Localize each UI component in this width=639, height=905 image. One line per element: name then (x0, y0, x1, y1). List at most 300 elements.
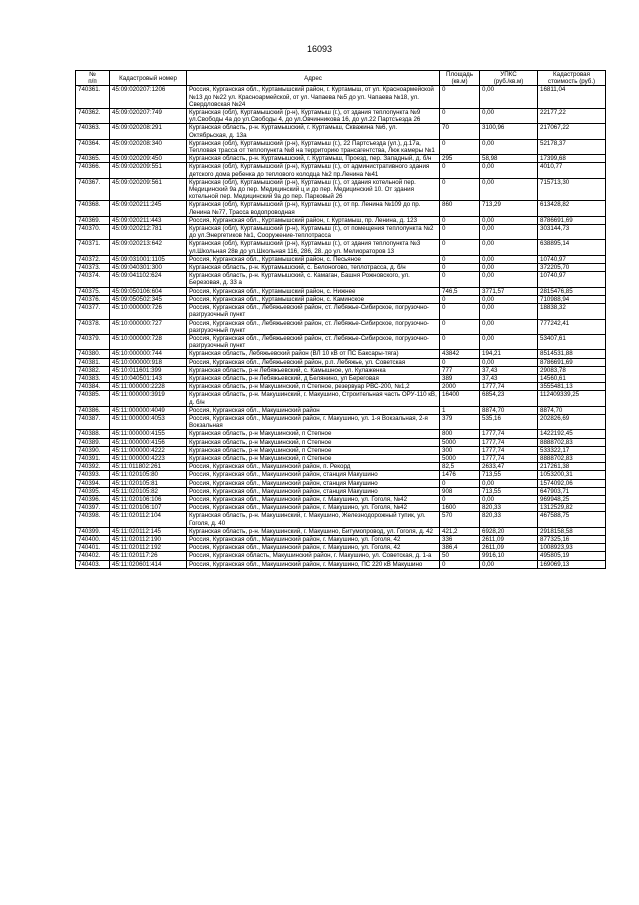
upks-cell: 9916,10 (480, 552, 538, 560)
row-number-cell: 740377. (76, 304, 110, 319)
cadastral-number-cell: 45:11:000000:3919 (110, 391, 187, 406)
address-cell: Россия, Курганская обл., Макушинский район, г. Макушино, ул. Гоголя, №42 (187, 495, 440, 503)
cadastral-number-cell: 45:11:020112:145 (110, 527, 187, 535)
upks-cell: 0,00 (480, 272, 538, 287)
area-cell: 777 (440, 366, 480, 374)
address-cell: Россия, Курганская обл., Куртамышский район, с. Каминское (187, 295, 440, 303)
cadastral-cost-cell: 1312529,82 (538, 504, 606, 512)
table-row (76, 272, 606, 287)
cadastral-number-cell: 45:11:000000:4053 (110, 414, 187, 429)
table-row (76, 552, 606, 560)
cadastral-cost-cell: 1422192,45 (538, 430, 606, 438)
row-number-cell: 740373. (76, 264, 110, 272)
cadastral-cost-cell: 169069,13 (538, 560, 606, 568)
upks-cell: 0,00 (480, 139, 538, 154)
cadastral-value-table (75, 70, 606, 569)
row-number-cell: 740363. (76, 124, 110, 139)
cadastral-cost-cell: 877325,16 (538, 535, 606, 543)
header-area-label: Площадь (кв.м) (446, 71, 473, 86)
cadastral-number-cell: 45:11:020105:82 (110, 487, 187, 495)
address-cell: Россия, Курганская обл., Макушинский район, г. Макушино, ул. 1-я Вокзальная, 2-я Вокзальная (187, 414, 440, 429)
area-cell: 16400 (440, 391, 480, 406)
row-number-cell: 740366. (76, 163, 110, 178)
address-cell: Россия, Курганская обл., Лебяжьевский район, ст. Лебяжье-Сибирское, погрузочно-разгрузочный пункт (187, 319, 440, 334)
row-number-cell: 740401. (76, 544, 110, 552)
area-cell: 0 (440, 178, 480, 201)
cadastral-cost-cell: 8514531,88 (538, 350, 606, 358)
address-cell: Россия, Курганская обл., Макушинский район, г. Макушино, ул. Гоголя, №42 (187, 504, 440, 512)
row-number-cell: 740397. (76, 504, 110, 512)
table-row (76, 487, 606, 495)
cadastral-cost-cell: 8888702,83 (538, 438, 606, 446)
table-row (76, 504, 606, 512)
header-cadastral-cost-label: Кадастровая стоимость (руб.) (547, 71, 596, 86)
cadastral-number-cell: 45:09:020211:245 (110, 201, 187, 216)
cadastral-cost-cell: 16811,04 (538, 86, 606, 109)
row-number-cell: 740374. (76, 272, 110, 287)
upks-cell: 2611,09 (480, 535, 538, 543)
cadastral-cost-cell: 202826,69 (538, 414, 606, 429)
page-number: 16093 (306, 44, 333, 54)
address-cell: Курганская область, р-н. Макушинский, г. Макушино, Битумопровод, ул. Гоголя, д. 42 (187, 527, 440, 535)
table-row (76, 358, 606, 366)
address-cell: Курганская (обл), Куртамышский (р-н), Куртамыш (г.), от здания теплопункта №3 ул.Школьная 28в до ул.Школьная 116, 286, 28. до ул. Мелиораторов 13 (187, 240, 440, 255)
upks-cell: 713,29 (480, 201, 538, 216)
table-row (76, 287, 606, 295)
cadastral-number-cell: 45:09:050106:604 (110, 287, 187, 295)
upks-cell: 0,00 (480, 358, 538, 366)
cadastral-number-cell: 45:09:020209:551 (110, 163, 187, 178)
cadastral-cost-cell: 1574092,06 (538, 479, 606, 487)
row-number-cell: 740372. (76, 255, 110, 263)
cadastral-number-cell: 45:10:000000:727 (110, 319, 187, 334)
row-number-cell: 740389. (76, 438, 110, 446)
area-cell: 860 (440, 201, 480, 216)
table-row (76, 178, 606, 201)
area-cell: 746,5 (440, 287, 480, 295)
cadastral-cost-cell: 2918158,58 (538, 527, 606, 535)
address-cell: Россия, Курганская обл., Макушинский район (187, 406, 440, 414)
address-cell: Россия, Курганская обл., Куртамышский район, с. Песьяное (187, 255, 440, 263)
table-row (76, 446, 606, 454)
area-cell: 0 (440, 319, 480, 334)
address-cell: Россия, Курганская обл., Куртамышский район, г. Куртамыш, от ул. Красноармейской №13 до №22 ул. Красноармейской, от ул. Чапаева №5 до ул. Чапаева №18, ул. Свердловская №24 (187, 86, 440, 109)
area-cell: 0 (440, 272, 480, 287)
address-cell: Россия, Курганская обл., Лебяжьевский район, ст. Лебяжье-Сибирское, погрузочно-разгрузочный пункт (187, 334, 440, 349)
address-cell: Курганская (обл), Куртамышский (р-н), Куртамыш (г.), от помещения теплопункта №2 до ул.Энергетиков №1, Сооружение-теплотрасса (187, 225, 440, 240)
cadastral-cost-cell: 8786691,69 (538, 358, 606, 366)
area-cell: 421,2 (440, 527, 480, 535)
area-cell: 0 (440, 240, 480, 255)
upks-cell: 37,43 (480, 374, 538, 382)
upks-cell: 1777,74 (480, 438, 538, 446)
address-cell: Курганская область, р-н. Куртамышский, г. Куртамыш, Проезд, пер. Западный, д. б/н (187, 155, 440, 163)
table-row (76, 463, 606, 471)
cadastral-cost-cell: 495805,19 (538, 552, 606, 560)
upks-cell: 713,55 (480, 487, 538, 495)
table-row (76, 479, 606, 487)
cadastral-cost-cell: 2815476,85 (538, 287, 606, 295)
area-cell: 1 (440, 406, 480, 414)
cadastral-cost-cell: 8874,70 (538, 406, 606, 414)
area-cell: 2000 (440, 383, 480, 391)
row-number-cell: 740378. (76, 319, 110, 334)
cadastral-cost-cell: 22177,22 (538, 109, 606, 124)
cadastral-number-cell: 45:09:020209:450 (110, 155, 187, 163)
area-cell: 82,5 (440, 463, 480, 471)
address-cell: Курганская область, р-н. Куртамышский, с. Белоногово, теплотрасса, д. б/н (187, 264, 440, 272)
address-cell: Курганская область, р-н Лебяжьевский, д Белянино, ул Береговая (187, 374, 440, 382)
cadastral-cost-cell: 10740,97 (538, 255, 606, 263)
table-row (76, 535, 606, 543)
upks-cell: 3771,57 (480, 287, 538, 295)
cadastral-number-cell: 45:10:040501:143 (110, 374, 187, 382)
cadastral-number-cell: 45:11:020106:106 (110, 495, 187, 503)
cadastral-cost-cell: 217261,38 (538, 463, 606, 471)
address-cell: Курганская (обл), Куртамышский (р-н), Куртамыш (г.), от здания котельной пер. Медицинский 9а до пер. Медицинский ц и до пер. Медицинский 10. От здания котельной пер. Медицинский 9а до пер. Парковый 26 (187, 178, 440, 201)
header-upks (480, 71, 538, 86)
cadastral-number-cell: 45:10:000000:918 (110, 358, 187, 366)
area-cell: 336 (440, 535, 480, 543)
table-row (76, 201, 606, 216)
table-row (76, 406, 606, 414)
table-row (76, 163, 606, 178)
area-cell: 0 (440, 86, 480, 109)
cadastral-number-cell: 45:09:020212:781 (110, 225, 187, 240)
row-number-cell: 740396. (76, 495, 110, 503)
header-address-label: Адрес (304, 74, 322, 82)
address-cell: Россия, Курганская обл., Куртамышский район, с. Нижнее (187, 287, 440, 295)
table-row (76, 512, 606, 527)
upks-cell: 0,00 (480, 109, 538, 124)
address-cell: Россия, Курганская обл., Макушинский район, г. Макушино, ПС 220 кВ Макушино (187, 560, 440, 568)
table-row (76, 366, 606, 374)
upks-cell: 194,21 (480, 350, 538, 358)
table-row (76, 216, 606, 224)
area-cell: 908 (440, 487, 480, 495)
upks-cell: 0,00 (480, 86, 538, 109)
area-cell: 1600 (440, 504, 480, 512)
cadastral-number-cell: 45:11:020601:414 (110, 560, 187, 568)
cadastral-cost-cell: 18838,32 (538, 304, 606, 319)
cadastral-number-cell: 45:09:020211:443 (110, 216, 187, 224)
row-number-cell: 740362. (76, 109, 110, 124)
table-row (76, 319, 606, 334)
table-row (76, 374, 606, 382)
table-row (76, 544, 606, 552)
cadastral-number-cell: 45:11:020112:192 (110, 544, 187, 552)
row-number-cell: 740370. (76, 225, 110, 240)
upks-cell: 0,00 (480, 479, 538, 487)
cadastral-number-cell: 45:10:000000:726 (110, 304, 187, 319)
cadastral-cost-cell: 372205,70 (538, 264, 606, 272)
cadastral-cost-cell: 217067,22 (538, 124, 606, 139)
cadastral-cost-cell: 969948,25 (538, 495, 606, 503)
address-cell: Курганская область, р-н. Куртамышский, г. Куртамыш, Скважина №6, ул. Октябрьская, д. 13а (187, 124, 440, 139)
area-cell: 0 (440, 334, 480, 349)
upks-cell: 0,00 (480, 334, 538, 349)
table-row (76, 225, 606, 240)
header-row-number (76, 71, 110, 86)
row-number-cell: 740380. (76, 350, 110, 358)
cadastral-cost-cell: 715713,30 (538, 178, 606, 201)
cadastral-number-cell: 45:11:000000:2228 (110, 383, 187, 391)
row-number-cell: 740393. (76, 471, 110, 479)
upks-cell: 8874,70 (480, 406, 538, 414)
upks-cell: 820,33 (480, 512, 538, 527)
cadastral-number-cell: 45:09:050502:345 (110, 295, 187, 303)
row-number-cell: 740384. (76, 383, 110, 391)
upks-cell: 1777,74 (480, 446, 538, 454)
upks-cell: 0,00 (480, 255, 538, 263)
row-number-cell: 740403. (76, 560, 110, 568)
address-cell: Курганская (обл), Куртамышский (р-н), Куртамыш (г.), от административного здания детского дома ребенка до теплового колодца №2 пр.Ленина №41 (187, 163, 440, 178)
cadastral-number-cell: 45:09:020207:1206 (110, 86, 187, 109)
area-cell: 570 (440, 512, 480, 527)
table-row (76, 560, 606, 568)
upks-cell: 6854,23 (480, 391, 538, 406)
row-number-cell: 740375. (76, 287, 110, 295)
upks-cell: 37,43 (480, 366, 538, 374)
area-cell: 0 (440, 304, 480, 319)
cadastral-number-cell: 45:11:020112:104 (110, 512, 187, 527)
cadastral-cost-cell: 613428,82 (538, 201, 606, 216)
cadastral-number-cell: 45:11:020105:81 (110, 479, 187, 487)
area-cell: 0 (440, 358, 480, 366)
upks-cell: 0,00 (480, 560, 538, 568)
cadastral-number-cell: 45:11:020106:107 (110, 504, 187, 512)
row-number-cell: 740376. (76, 295, 110, 303)
cadastral-number-cell: 45:09:020208:291 (110, 124, 187, 139)
row-number-cell: 740398. (76, 512, 110, 527)
area-cell: 0 (440, 479, 480, 487)
area-cell: 5000 (440, 438, 480, 446)
cadastral-cost-cell: 112409339,25 (538, 391, 606, 406)
header-cadastral-number (110, 71, 187, 86)
upks-cell: 1777,74 (480, 430, 538, 438)
row-number-cell: 740391. (76, 454, 110, 462)
cadastral-cost-cell: 467588,75 (538, 512, 606, 527)
upks-cell: 820,33 (480, 504, 538, 512)
area-cell: 0 (440, 264, 480, 272)
upks-cell: 0,00 (480, 240, 538, 255)
row-number-cell: 740381. (76, 358, 110, 366)
cadastral-number-cell: 45:09:020208:340 (110, 139, 187, 154)
upks-cell: 0,00 (480, 178, 538, 201)
address-cell: Россия, Курганская обл., Макушинский район, г. Макушино, ул. Гоголя, 42 (187, 535, 440, 543)
cadastral-number-cell: 45:11:000000:4223 (110, 454, 187, 462)
upks-cell: 0,00 (480, 264, 538, 272)
cadastral-number-cell: 45:09:020213:642 (110, 240, 187, 255)
row-number-cell: 740365. (76, 155, 110, 163)
cadastral-cost-cell: 3555481,13 (538, 383, 606, 391)
header-area (440, 71, 480, 86)
row-number-cell: 740367. (76, 178, 110, 201)
upks-cell: 58,98 (480, 155, 538, 163)
cadastral-number-cell: 45:09:031001:1105 (110, 255, 187, 263)
row-number-cell: 740361. (76, 86, 110, 109)
header-row-number-label: № п/п (88, 71, 97, 86)
address-cell: Россия, Курганская область, Макушинский район, г. Макушино, ул. Советская, д. 1-а (187, 552, 440, 560)
row-number-cell: 740402. (76, 552, 110, 560)
address-cell: Курганская (обл), Куртамышский (р-н), Куртамыш (г.), 22 Партсъезда (ул.), д.17а, Тепловая трасса от теплопункта №8 на территорию трансагентства, Люк камеры №1 (187, 139, 440, 154)
row-number-cell: 740385. (76, 391, 110, 406)
cadastral-number-cell: 45:11:020117:26 (110, 552, 187, 560)
area-cell: 386,4 (440, 544, 480, 552)
upks-cell: 2611,09 (480, 544, 538, 552)
table-row (76, 255, 606, 263)
area-cell: 0 (440, 255, 480, 263)
row-number-cell: 740390. (76, 446, 110, 454)
row-number-cell: 740399. (76, 527, 110, 535)
address-cell: Курганская область, р-н. Макушинский, г. Макушино, Строительная часть ОРУ-110 кВ, д. б/н (187, 391, 440, 406)
upks-cell: 0,00 (480, 319, 538, 334)
cadastral-number-cell: 45:11:020112:190 (110, 535, 187, 543)
address-cell: Курганская область, р-н Макушинский, п Степное (187, 446, 440, 454)
table-row (76, 438, 606, 446)
cadastral-cost-cell: 17399,68 (538, 155, 606, 163)
upks-cell: 0,00 (480, 163, 538, 178)
row-number-cell: 740392. (76, 463, 110, 471)
row-number-cell: 740369. (76, 216, 110, 224)
cadastral-cost-cell: 638895,14 (538, 240, 606, 255)
row-number-cell: 740368. (76, 201, 110, 216)
address-cell: Курганская область, р-н Макушинский, п Степное (187, 430, 440, 438)
upks-cell: 713,55 (480, 471, 538, 479)
table-row (76, 527, 606, 535)
table-row (76, 304, 606, 319)
area-cell: 295 (440, 155, 480, 163)
cadastral-number-cell: 45:09:041102:624 (110, 272, 187, 287)
cadastral-cost-cell: 4010,77 (538, 163, 606, 178)
table-row (76, 139, 606, 154)
cadastral-number-cell: 45:11:011802:261 (110, 463, 187, 471)
table-header-row (76, 71, 606, 86)
upks-cell: 1777,74 (480, 454, 538, 462)
table-row (76, 430, 606, 438)
cadastral-cost-cell: 8786691,69 (538, 216, 606, 224)
table-row (76, 495, 606, 503)
row-number-cell: 740382. (76, 366, 110, 374)
cadastral-cost-cell: 1008923,93 (538, 544, 606, 552)
address-cell: Курганская (обл), Куртамышский (р-н), Куртамыш (г.), от здания теплопункта №9 ул.Свободы 4а до ул.Свободы 4, до ул.Овчинникова 16, до ул.22 Партсъезда 26 (187, 109, 440, 124)
cadastral-cost-cell: 533322,17 (538, 446, 606, 454)
table-row (76, 240, 606, 255)
address-cell: Россия, Курганская обл., Лебяжьевский район, р.п. Лебяжье, ул. Советская (187, 358, 440, 366)
area-cell: 0 (440, 225, 480, 240)
cadastral-number-cell: 45:11:000000:4222 (110, 446, 187, 454)
row-number-cell: 740379. (76, 334, 110, 349)
address-cell: Курганская область, р-н. Макушинский, г. Макушино, Железнодорожный тупик, ул. Гоголя, д. 40 (187, 512, 440, 527)
address-cell: Россия, Курганская обл., Макушинский район, г. Макушино, ул. Гоголя, 42 (187, 544, 440, 552)
upks-cell: 1777,74 (480, 383, 538, 391)
cadastral-cost-cell: 8888702,83 (538, 454, 606, 462)
row-number-cell: 740395. (76, 487, 110, 495)
address-cell: Россия, Курганская обл., Лебяжьевский район, ст. Лебяжье-Сибирское, погрузочно-разгрузочный пункт (187, 304, 440, 319)
cadastral-number-cell: 45:10:000000:744 (110, 350, 187, 358)
upks-cell: 0,00 (480, 304, 538, 319)
address-cell: Курганская область, р-н Макушинский, п Степное (187, 438, 440, 446)
cadastral-number-cell: 45:11:000000:4156 (110, 438, 187, 446)
table-row (76, 471, 606, 479)
area-cell: 50 (440, 552, 480, 560)
table-row (76, 391, 606, 406)
area-cell: 43842 (440, 350, 480, 358)
cadastral-cost-cell: 1053200,31 (538, 471, 606, 479)
area-cell: 0 (440, 495, 480, 503)
table-row (76, 155, 606, 163)
table-row (76, 264, 606, 272)
address-cell: Курганская область, р-н Лебяжьевский, с. Камышное, ул. Кулаженка (187, 366, 440, 374)
cadastral-cost-cell: 14560,61 (538, 374, 606, 382)
area-cell: 0 (440, 163, 480, 178)
area-cell: 0 (440, 295, 480, 303)
cadastral-number-cell: 45:11:000000:4049 (110, 406, 187, 414)
cadastral-cost-cell: 303144,73 (538, 225, 606, 240)
table-row (76, 295, 606, 303)
table-row (76, 454, 606, 462)
cadastral-number-cell: 45:10:011601:399 (110, 366, 187, 374)
area-cell: 300 (440, 446, 480, 454)
address-cell: Россия, Курганская обл., Макушинский район, станция Макушино (187, 471, 440, 479)
upks-cell: 0,00 (480, 495, 538, 503)
row-number-cell: 740388. (76, 430, 110, 438)
row-number-cell: 740383. (76, 374, 110, 382)
address-cell: Курганская область, р-н Макушинский, п Степное (187, 454, 440, 462)
address-cell: Курганская область, Лебяжьевский район (ВЛ 10 кВ от ПС Баксары-тяга) (187, 350, 440, 358)
row-number-cell: 740400. (76, 535, 110, 543)
area-cell: 1476 (440, 471, 480, 479)
upks-cell: 0,00 (480, 216, 538, 224)
area-cell: 389 (440, 374, 480, 382)
table-row (76, 86, 606, 109)
cadastral-number-cell: 45:09:040301:300 (110, 264, 187, 272)
cadastral-number-cell: 45:09:020207:749 (110, 109, 187, 124)
cadastral-number-cell: 45:11:020105:80 (110, 471, 187, 479)
area-cell: 0 (440, 560, 480, 568)
upks-cell: 3100,96 (480, 124, 538, 139)
address-cell: Россия, Курганская обл., Макушинский район, п. Рекорд (187, 463, 440, 471)
upks-cell: 6928,20 (480, 527, 538, 535)
address-cell: Курганская (обл), Куртамышский (р-н), Куртамыш (г.), от пр. Ленина №109 до пр. Ленина №77, Трасса водопроводная (187, 201, 440, 216)
address-cell: Россия, Курганская обл., Куртамышский район, г. Куртамыш, пр. Ленина, д. 123 (187, 216, 440, 224)
table-row (76, 109, 606, 124)
table-body (76, 86, 606, 568)
address-cell: Россия, Курганская обл., Макушинский район, станция Макушино (187, 479, 440, 487)
area-cell: 379 (440, 414, 480, 429)
upks-cell: 0,00 (480, 225, 538, 240)
cadastral-number-cell: 45:10:000000:728 (110, 334, 187, 349)
table-row (76, 414, 606, 429)
cadastral-cost-cell: 647903,71 (538, 487, 606, 495)
cadastral-number-cell: 45:09:020209:561 (110, 178, 187, 201)
address-cell: Курганская область, р-н. Куртамышский, с. Камаган, Башня Рожновского, ул. Березовая, д. 33 а (187, 272, 440, 287)
cadastral-cost-cell: 53407,61 (538, 334, 606, 349)
header-address (187, 71, 440, 86)
area-cell: 70 (440, 124, 480, 139)
cadastral-number-cell: 45:11:000000:4155 (110, 430, 187, 438)
header-upks-label: УПКС (руб./кв.м) (493, 71, 524, 86)
row-number-cell: 740364. (76, 139, 110, 154)
address-cell: Россия, Курганская обл., Макушинский район, станция Макушино (187, 487, 440, 495)
area-cell: 0 (440, 216, 480, 224)
area-cell: 0 (440, 109, 480, 124)
cadastral-cost-cell: 29083,78 (538, 366, 606, 374)
area-cell: 5000 (440, 454, 480, 462)
row-number-cell: 740394. (76, 479, 110, 487)
table-row (76, 350, 606, 358)
row-number-cell: 740386. (76, 406, 110, 414)
